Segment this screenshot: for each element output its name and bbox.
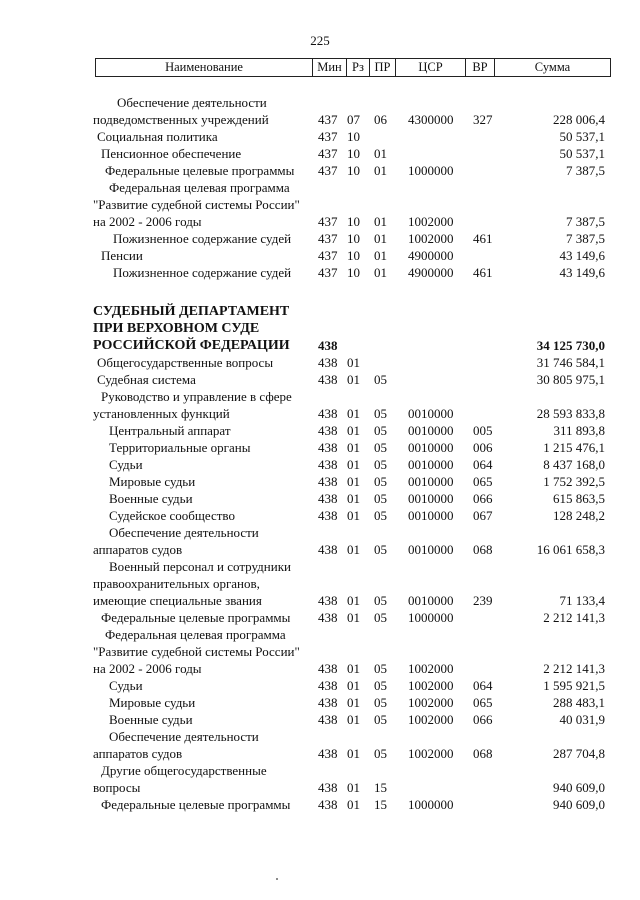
cell-min: 438 (318, 491, 338, 506)
cell-min: 438 (318, 372, 338, 387)
scan-artifact-dot (276, 878, 278, 880)
cell-pr: 05 (374, 593, 387, 608)
row-name: Военные судьи (109, 712, 193, 727)
cell-sum: 615 863,5 (553, 491, 605, 506)
cell-vr: 461 (473, 265, 493, 280)
cell-sum: 7 387,5 (566, 214, 605, 229)
table-row (0, 354, 640, 371)
cell-pr: 05 (374, 372, 387, 387)
cell-rz: 01 (347, 474, 360, 489)
cell-rz: 07 (347, 112, 360, 127)
cell-pr: 05 (374, 491, 387, 506)
cell-pr: 05 (374, 440, 387, 455)
cell-rz: 01 (347, 423, 360, 438)
column-header-name: Наименование (96, 59, 313, 76)
cell-sum: 128 248,2 (553, 508, 605, 523)
cell-vr: 066 (473, 712, 493, 727)
cell-csr: 1002000 (408, 712, 454, 727)
row-name: Пожизненное содержание судей (113, 265, 292, 280)
row-name: "Развитие судебной системы России" (93, 197, 300, 212)
cell-rz: 01 (347, 780, 360, 795)
cell-min: 438 (318, 440, 338, 455)
row-name: Судейское сообщество (109, 508, 235, 523)
cell-csr: 1002000 (408, 678, 454, 693)
cell-sum: 7 387,5 (566, 231, 605, 246)
cell-rz: 01 (347, 372, 360, 387)
cell-min: 438 (318, 474, 338, 489)
cell-sum: 1 752 392,5 (543, 474, 605, 489)
cell-csr: 1002000 (408, 231, 454, 246)
cell-pr: 05 (374, 542, 387, 557)
cell-rz: 01 (347, 678, 360, 693)
cell-pr: 01 (374, 163, 387, 178)
table-row (0, 405, 640, 422)
cell-vr: 005 (473, 423, 493, 438)
row-name: Мировые судьи (109, 695, 196, 710)
cell-pr: 05 (374, 695, 387, 710)
cell-vr: 064 (473, 457, 493, 472)
cell-rz: 01 (347, 355, 360, 370)
cell-csr: 0010000 (408, 491, 454, 506)
cell-rz: 10 (347, 265, 360, 280)
cell-csr: 1002000 (408, 695, 454, 710)
table-row (0, 388, 640, 405)
cell-rz: 10 (347, 231, 360, 246)
table-row (0, 779, 640, 796)
row-name: Федеральная целевая программа (105, 627, 286, 642)
cell-pr: 05 (374, 508, 387, 523)
cell-pr: 05 (374, 678, 387, 693)
cell-csr: 1002000 (408, 214, 454, 229)
cell-rz: 10 (347, 163, 360, 178)
cell-pr: 05 (374, 610, 387, 625)
table-row (0, 247, 640, 264)
row-name: на 2002 - 2006 годы (93, 661, 202, 676)
cell-pr: 15 (374, 780, 387, 795)
table-row (0, 558, 640, 575)
cell-rz: 01 (347, 695, 360, 710)
cell-min: 438 (318, 780, 338, 795)
cell-pr: 05 (374, 423, 387, 438)
table-row (0, 507, 640, 524)
table-row (0, 128, 640, 145)
row-name: Обеспечение деятельности (109, 525, 259, 540)
cell-min: 438 (318, 423, 338, 438)
column-header-sum: Сумма (534, 60, 571, 74)
cell-rz: 01 (347, 593, 360, 608)
table-row (0, 643, 640, 660)
cell-min: 438 (318, 661, 338, 676)
row-name: Федеральные целевые программы (101, 797, 291, 812)
cell-pr: 05 (374, 712, 387, 727)
cell-sum: 1 215 476,1 (543, 440, 605, 455)
page-number: 225 (310, 33, 330, 48)
cell-min: 438 (318, 797, 338, 812)
table-row (0, 371, 640, 388)
column-header-min: Мин (313, 59, 347, 76)
cell-min: 438 (318, 542, 338, 557)
table-row (0, 711, 640, 728)
cell-csr: 1000000 (408, 610, 454, 625)
column-header-pr: ПР (370, 59, 396, 76)
cell-csr: 4300000 (408, 112, 454, 127)
table-row (0, 320, 640, 337)
row-name: Судебная система (97, 372, 196, 387)
cell-csr: 0010000 (408, 474, 454, 489)
cell-rz: 01 (347, 406, 360, 421)
cell-min: 437 (318, 146, 338, 161)
cell-vr: 006 (473, 440, 493, 455)
table-row (0, 196, 640, 213)
cell-min: 437 (318, 214, 338, 229)
cell-sum: 287 704,8 (553, 746, 605, 761)
cell-min: 437 (318, 129, 338, 144)
cell-pr: 01 (374, 248, 387, 263)
cell-pr: 05 (374, 661, 387, 676)
row-name: Пенсии (101, 248, 143, 263)
cell-min: 437 (318, 112, 338, 127)
cell-min: 438 (318, 406, 338, 421)
cell-sum: 8 437 168,0 (543, 457, 605, 472)
table-row (0, 422, 640, 439)
budget-table-body (0, 94, 640, 813)
cell-sum: 50 537,1 (559, 146, 605, 161)
column-header-vr: ВР (466, 59, 495, 76)
cell-sum: 40 031,9 (559, 712, 605, 727)
table-header (95, 58, 611, 77)
cell-sum: 1 595 921,5 (543, 678, 605, 693)
table-row (0, 162, 640, 179)
table-row (0, 524, 640, 541)
cell-pr: 01 (374, 214, 387, 229)
cell-pr: 06 (374, 112, 387, 127)
cell-csr: 0010000 (408, 457, 454, 472)
cell-min: 437 (318, 163, 338, 178)
cell-min: 438 (318, 457, 338, 472)
cell-rz: 01 (347, 542, 360, 557)
row-name: Военный персонал и сотрудники (109, 559, 291, 574)
row-name: Судьи (109, 457, 143, 472)
table-row (0, 660, 640, 677)
cell-rz: 10 (347, 129, 360, 144)
cell-min: 437 (318, 248, 338, 263)
table-row (0, 745, 640, 762)
cell-vr: 068 (473, 542, 493, 557)
cell-vr: 068 (473, 746, 493, 761)
row-name: Пожизненное содержание судей (113, 231, 292, 246)
table-row (0, 111, 640, 128)
cell-pr: 01 (374, 265, 387, 280)
table-row (0, 677, 640, 694)
table-row (0, 94, 640, 111)
table-row (0, 281, 640, 303)
cell-csr: 0010000 (408, 406, 454, 421)
row-name: СУДЕБНЫЙ ДЕПАРТАМЕНТ (93, 304, 290, 319)
cell-sum: 288 483,1 (553, 695, 605, 710)
cell-sum: 34 125 730,0 (536, 338, 605, 353)
table-row (0, 179, 640, 196)
cell-min: 438 (318, 695, 338, 710)
row-name: Обеспечение деятельности (117, 95, 267, 110)
cell-rz: 01 (347, 457, 360, 472)
row-name: Пенсионное обеспечение (101, 146, 242, 161)
row-name: аппаратов судов (93, 542, 183, 557)
cell-sum: 16 061 658,3 (536, 542, 605, 557)
row-name: Военные судьи (109, 491, 193, 506)
cell-csr: 1002000 (408, 661, 454, 676)
cell-min: 437 (318, 231, 338, 246)
row-name: Федеральные целевые программы (105, 163, 295, 178)
cell-pr: 05 (374, 406, 387, 421)
cell-rz: 01 (347, 610, 360, 625)
cell-csr: 1002000 (408, 746, 454, 761)
cell-sum: 71 133,4 (559, 593, 605, 608)
cell-min: 438 (318, 712, 338, 727)
table-row (0, 490, 640, 507)
cell-sum: 311 893,8 (553, 423, 605, 438)
cell-vr: 327 (473, 112, 493, 127)
row-name: вопросы (93, 780, 141, 795)
table-row (0, 796, 640, 813)
row-name: Судьи (109, 678, 143, 693)
row-name: подведомственных учреждений (93, 112, 269, 127)
row-name: Руководство и управление в сфере (101, 389, 292, 404)
row-name: РОССИЙСКОЙ ФЕДЕРАЦИИ (93, 338, 290, 353)
cell-sum: 30 805 975,1 (536, 372, 605, 387)
cell-rz: 01 (347, 508, 360, 523)
cell-sum: 2 212 141,3 (543, 661, 605, 676)
table-row (0, 230, 640, 247)
row-name: "Развитие судебной системы России" (93, 644, 300, 659)
row-name: Социальная политика (97, 129, 218, 144)
cell-csr: 1000000 (408, 797, 454, 812)
cell-min: 438 (318, 593, 338, 608)
cell-min: 438 (318, 508, 338, 523)
table-row (0, 303, 640, 320)
cell-min: 438 (318, 338, 338, 353)
cell-csr: 4900000 (408, 265, 454, 280)
cell-rz: 01 (347, 661, 360, 676)
cell-pr: 05 (374, 474, 387, 489)
table-row (0, 456, 640, 473)
cell-vr: 065 (473, 695, 493, 710)
cell-csr: 0010000 (408, 508, 454, 523)
cell-pr: 15 (374, 797, 387, 812)
cell-csr: 0010000 (408, 423, 454, 438)
cell-sum: 2 212 141,3 (543, 610, 605, 625)
table-row (0, 694, 640, 711)
cell-rz: 10 (347, 248, 360, 263)
table-row (0, 575, 640, 592)
cell-sum: 228 006,4 (553, 112, 605, 127)
cell-rz: 01 (347, 797, 360, 812)
cell-sum: 7 387,5 (566, 163, 605, 178)
cell-vr: 066 (473, 491, 493, 506)
cell-min: 438 (318, 355, 338, 370)
row-name: Обеспечение деятельности (109, 729, 259, 744)
row-name: Общегосударственные вопросы (97, 355, 274, 370)
cell-sum: 940 609,0 (553, 797, 605, 812)
cell-rz: 01 (347, 440, 360, 455)
cell-vr: 065 (473, 474, 493, 489)
cell-rz: 10 (347, 146, 360, 161)
row-name: правоохранительных органов, (93, 576, 260, 591)
cell-vr: 461 (473, 231, 493, 246)
cell-sum: 43 149,6 (559, 248, 605, 263)
cell-rz: 01 (347, 491, 360, 506)
row-name: имеющие специальные звания (93, 593, 262, 608)
table-row (0, 337, 640, 354)
table-row (0, 626, 640, 643)
row-name: установленных функций (93, 406, 230, 421)
cell-sum: 50 537,1 (559, 129, 605, 144)
row-name: на 2002 - 2006 годы (93, 214, 202, 229)
cell-rz: 01 (347, 712, 360, 727)
cell-sum: 28 593 833,8 (536, 406, 605, 421)
table-row (0, 145, 640, 162)
row-name: Центральный аппарат (109, 423, 231, 438)
cell-pr: 05 (374, 746, 387, 761)
cell-min: 438 (318, 678, 338, 693)
cell-pr: 01 (374, 231, 387, 246)
cell-csr: 4900000 (408, 248, 454, 263)
cell-min: 437 (318, 265, 338, 280)
cell-csr: 0010000 (408, 593, 454, 608)
row-name: Мировые судьи (109, 474, 196, 489)
cell-min: 438 (318, 746, 338, 761)
cell-vr: 239 (473, 593, 493, 608)
cell-pr: 05 (374, 457, 387, 472)
column-header-csr: ЦСР (396, 59, 466, 76)
table-row (0, 728, 640, 745)
cell-vr: 067 (473, 508, 493, 523)
table-row (0, 762, 640, 779)
table-row (0, 439, 640, 456)
cell-csr: 1000000 (408, 163, 454, 178)
column-header-rz: Рз (347, 59, 370, 76)
cell-pr: 01 (374, 146, 387, 161)
cell-sum: 31 746 584,1 (536, 355, 605, 370)
cell-csr: 0010000 (408, 440, 454, 455)
cell-min: 438 (318, 610, 338, 625)
row-name: Другие общегосударственные (101, 763, 267, 778)
table-row (0, 592, 640, 609)
row-name: Федеральная целевая программа (109, 180, 290, 195)
table-row (0, 609, 640, 626)
cell-vr: 064 (473, 678, 493, 693)
table-row (0, 473, 640, 490)
table-row (0, 541, 640, 558)
row-name: Территориальные органы (109, 440, 251, 455)
row-name: Федеральные целевые программы (101, 610, 291, 625)
table-row (0, 264, 640, 281)
row-name: аппаратов судов (93, 746, 183, 761)
cell-csr: 0010000 (408, 542, 454, 557)
table-row (0, 213, 640, 230)
cell-sum: 940 609,0 (553, 780, 605, 795)
row-name: ПРИ ВЕРХОВНОМ СУДЕ (93, 321, 260, 336)
cell-rz: 10 (347, 214, 360, 229)
cell-rz: 01 (347, 746, 360, 761)
cell-sum: 43 149,6 (559, 265, 605, 280)
